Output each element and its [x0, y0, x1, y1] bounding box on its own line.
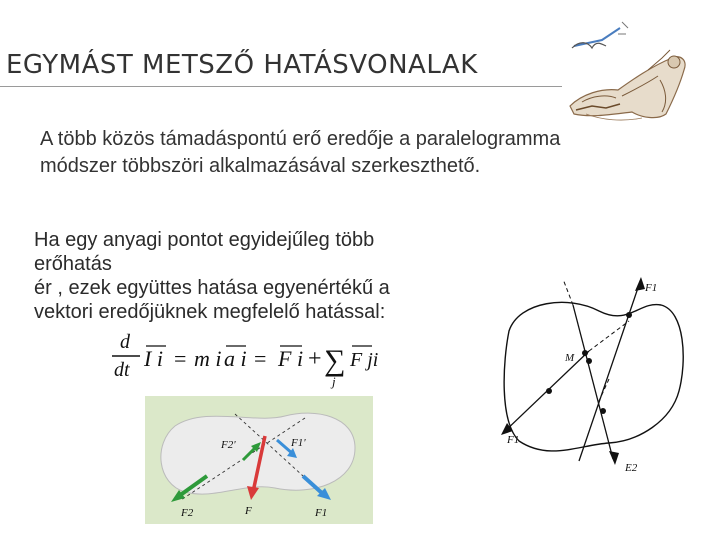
- sketch-illustration: [562, 10, 702, 130]
- formula-dt: dt: [114, 359, 130, 381]
- point: [626, 312, 632, 318]
- paragraph2-line2: erőhatás: [34, 253, 112, 275]
- paragraph-multiple-forces: [34, 228, 494, 324]
- formula-plus: +: [308, 346, 322, 372]
- paragraph2-line1: Ha egy anyagi pontot egyidejűleg több: [34, 229, 375, 251]
- paragraph-resultant-method: [40, 126, 680, 180]
- paragraph2-line4: vektori eredőjüknek megfelelő hatással:: [34, 301, 386, 323]
- formula-mi: m i: [194, 346, 222, 371]
- formula-ai: a i: [224, 346, 247, 371]
- label-f: F: [245, 505, 252, 517]
- body-blob: [161, 413, 355, 494]
- title-divider: [0, 86, 600, 87]
- formula-d: d: [120, 331, 130, 353]
- formula-eq1: =: [174, 346, 187, 371]
- point: [582, 350, 588, 356]
- label-m: M: [565, 352, 575, 364]
- point-m: [586, 358, 592, 364]
- label-f2: F2: [181, 507, 194, 519]
- paragraph1-line2: módszer többszöri alkalmazásával szerkeszthető.: [40, 155, 481, 177]
- paragraph2-line3: ér , ezek együttes hatása egyenértékű a: [34, 277, 390, 299]
- concurrent-forces-diagram: [489, 271, 691, 481]
- label-f2-prime: F2': [221, 439, 236, 451]
- point: [600, 408, 606, 414]
- point: [546, 388, 552, 394]
- formula-Fji: F ji: [350, 349, 378, 371]
- label-f1: F1: [315, 507, 328, 519]
- force-sum-diagram: [145, 396, 373, 524]
- formula-eq2: =: [254, 346, 267, 371]
- formula-sigma: ∑: [324, 344, 346, 377]
- label-f1-prime: F1': [291, 437, 306, 449]
- formula-Fi: F i: [278, 346, 304, 371]
- slide-title: EGYMÁST METSZŐ HATÁSVONALAK: [6, 50, 478, 80]
- label-e2: E2: [625, 462, 638, 474]
- momentum-equation: [108, 326, 378, 390]
- formula-j: j: [332, 374, 336, 389]
- paragraph1-line1: A több közös támadáspontú erő eredője a paralelogramma: [40, 128, 561, 150]
- label-f1-top: F1: [645, 282, 658, 294]
- formula-Ii: I i: [144, 346, 163, 371]
- label-f1-bottom: F1: [507, 434, 520, 446]
